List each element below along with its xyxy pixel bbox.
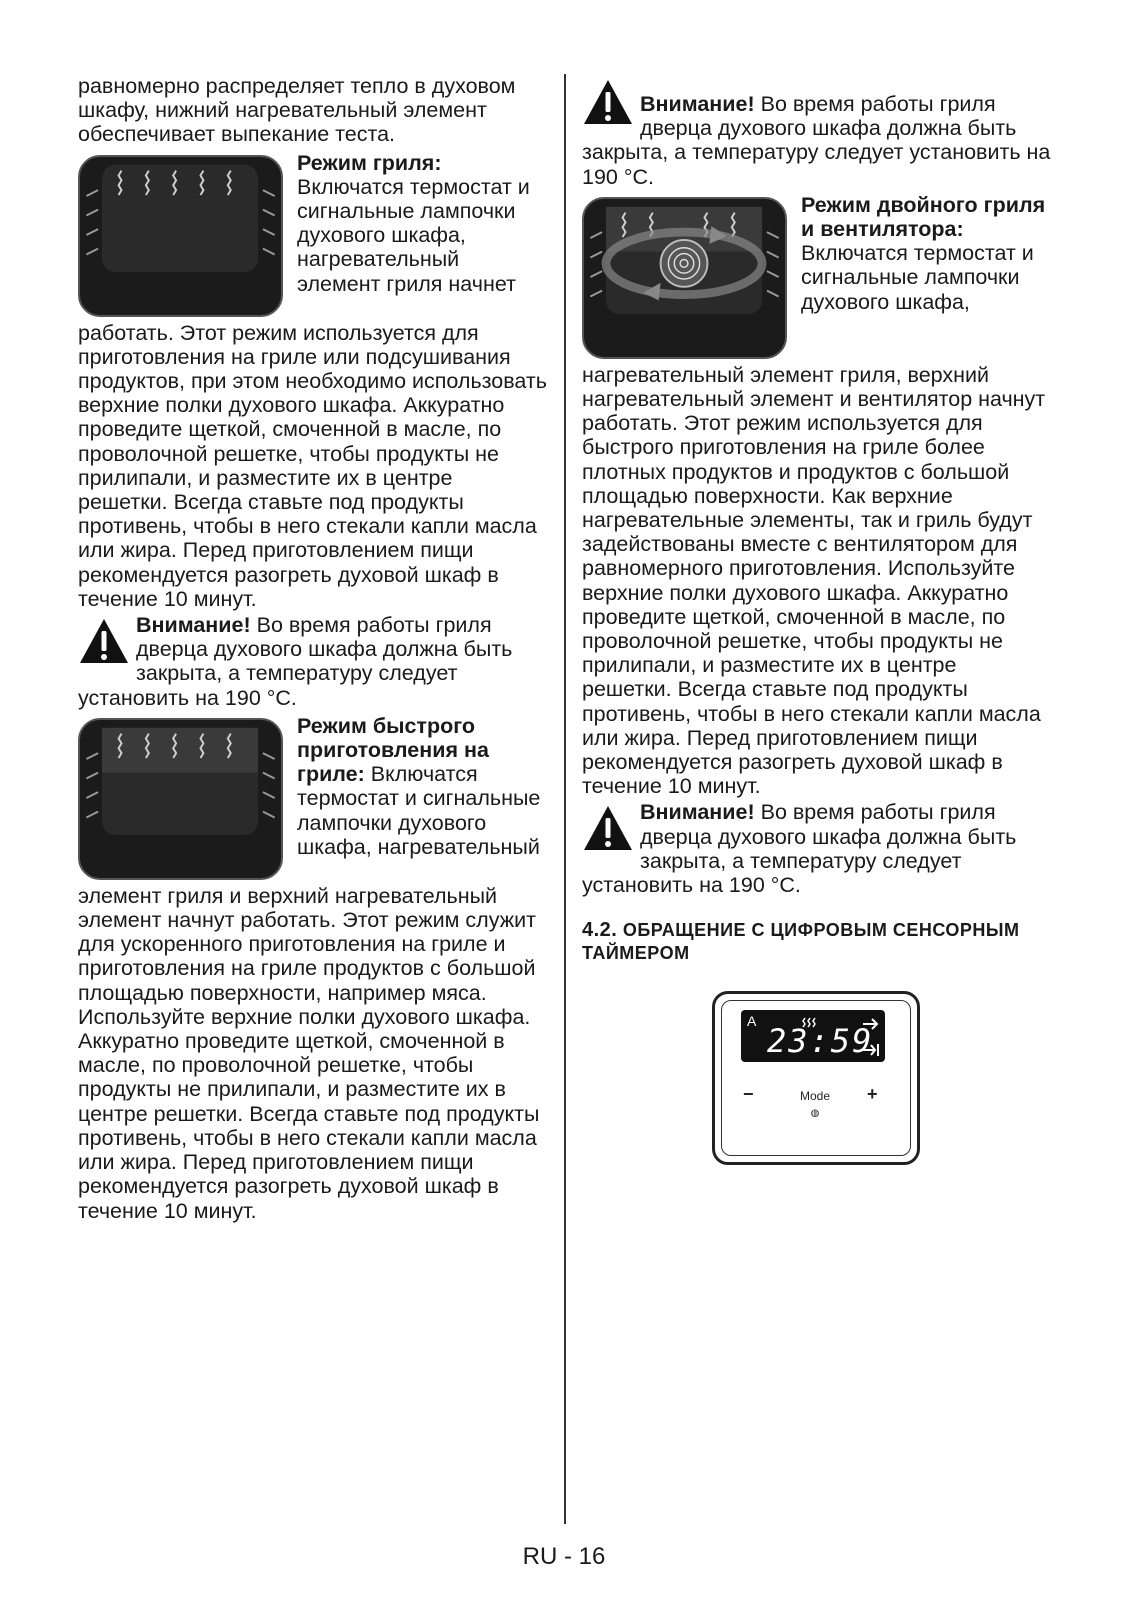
fast-grill-mode-title: Режим быстрого приготовления на гриле:	[297, 713, 489, 787]
warning-triangle-icon	[78, 617, 130, 665]
timer-time: 23:59	[767, 1022, 874, 1061]
intro-paragraph: равномерно распределяет тепло в духовом шкафу, нижний нагревательный элемент обеспечивает выпекание теста.	[78, 74, 516, 147]
fast-grill-mode-block	[78, 714, 548, 1223]
warning-block-right-top	[582, 74, 1052, 189]
fast-grill-mode-text: элемент гриля и верхний нагревательный элемент начнут работать. Этот режим служит для ускоренного приготовления на гриле и приготовления на гриле продуктов с большой площадью поверхности, например мяса. Используйте верхние полки духового шкафа. Аккуратно проведите щеткой, смоченной в масле, по проволочной решетке, чтобы продукты не прилипали, и разместите их в центре решетки. Всегда ставьте под продукты противень, чтобы в него стекали капли масла или жира. Перед приготовлением пищи рекомендуется разогреть духовой шкаф в течение 10 минут.	[78, 883, 540, 1223]
page-number: RU - 16	[522, 1543, 606, 1570]
fast-grill-mode-oven-icon	[78, 718, 283, 880]
auto-indicator: A	[747, 1013, 757, 1030]
grill-mode-text: работать. Этот режим используется для приготовления на гриле или подсушивания продуктов, при этом необходимо использовать верхние полки духового шкафа. Аккуратно проведите щеткой, смоченной в масле, по проволочной решетке, чтобы продукты не прилипали, и разместите их в центре решетки. Всегда ставьте под продукты противень, чтобы в него стекали капли масла или жира. Перед приготовлением пищи рекомендуется разогреть духовой шкаф в течение 10 минут.	[78, 320, 547, 611]
warning-text: Во время работы гриля дверца духового шкафа должна быть закрыта, а температуру следует установить на 190 °C.	[582, 800, 1017, 898]
mode-button[interactable]	[791, 1084, 839, 1120]
right-column	[582, 74, 1052, 1165]
warning-label: Внимание!	[640, 800, 755, 825]
warning-text: Во время работы гриля дверца духового шкафа должна быть закрыта, а температуру следует установить на 190 °C.	[582, 92, 1051, 189]
plus-button[interactable]: +	[867, 1084, 878, 1105]
warning-block-left	[78, 613, 548, 710]
lock-icon: ◍	[810, 1108, 820, 1120]
grill-mode-title: Режим гриля:	[297, 150, 442, 175]
digital-timer-panel	[712, 991, 920, 1165]
timer-display	[741, 1010, 885, 1062]
left-column	[78, 74, 548, 1223]
section-heading	[582, 919, 1052, 965]
warning-triangle-icon	[582, 804, 634, 852]
grill-mode-oven-icon	[78, 155, 283, 317]
warning-label: Внимание!	[136, 613, 251, 638]
double-grill-fan-mode-block	[582, 193, 1052, 799]
column-divider	[564, 74, 566, 1524]
double-grill-fan-mode-oven-icon	[582, 197, 787, 359]
section-title: ОБРАЩЕНИЕ С ЦИФРОВЫМ СЕНСОРНЫМ ТАЙМЕРОМ	[582, 920, 1020, 964]
warning-triangle-icon	[582, 78, 634, 126]
grill-mode-block	[78, 151, 548, 611]
double-grill-fan-mode-text: нагревательный элемент гриля, верхний нагревательный элемент и вентилятор начнут работать. Этот режим используется для быстрого приготовления на гриле более плотных продуктов и продуктов с большой площадью поверхности. Как верхние нагревательные элементы, так и гриль будут задействованы вместе с вентилятором для равномерного приготовления. Используйте верхние полки духового шкафа. Аккуратно проведите щеткой, смоченной в масле, по проволочной решетке, чтобы продукты не прилипали, и разместите их в центре решетки. Всегда ставьте под продукты противень, чтобы в него стекали капли масла или жира. Перед приготовлением пищи рекомендуется разогреть духовой шкаф в течение 10 минут.	[582, 362, 1046, 799]
warning-block-right-bottom	[582, 800, 1052, 897]
double-grill-fan-mode-title: Режим двойного гриля и вентилятора:	[801, 192, 1046, 242]
section-number: 4.2.	[582, 919, 618, 942]
mode-label: Mode	[799, 1089, 831, 1104]
grill-mode-text-beside: Включатся термостат и сигнальные лампочки духового шкафа, нагревательный элемент гриля начнет	[297, 174, 530, 296]
heat-icon	[803, 1018, 815, 1027]
minus-button[interactable]: −	[743, 1084, 754, 1105]
fast-grill-mode-text-beside: Включатся термостат и сигнальные лампочки духового шкафа, нагревательный	[297, 762, 541, 859]
double-grill-fan-mode-text-beside: Включатся термостат и сигнальные лампочки духового шкафа,	[801, 241, 1034, 314]
warning-label: Внимание!	[640, 92, 755, 116]
warning-text: Во время работы гриля дверца духового шкафа должна быть закрыта, а температуру следует установить на 190 °C.	[78, 613, 513, 710]
